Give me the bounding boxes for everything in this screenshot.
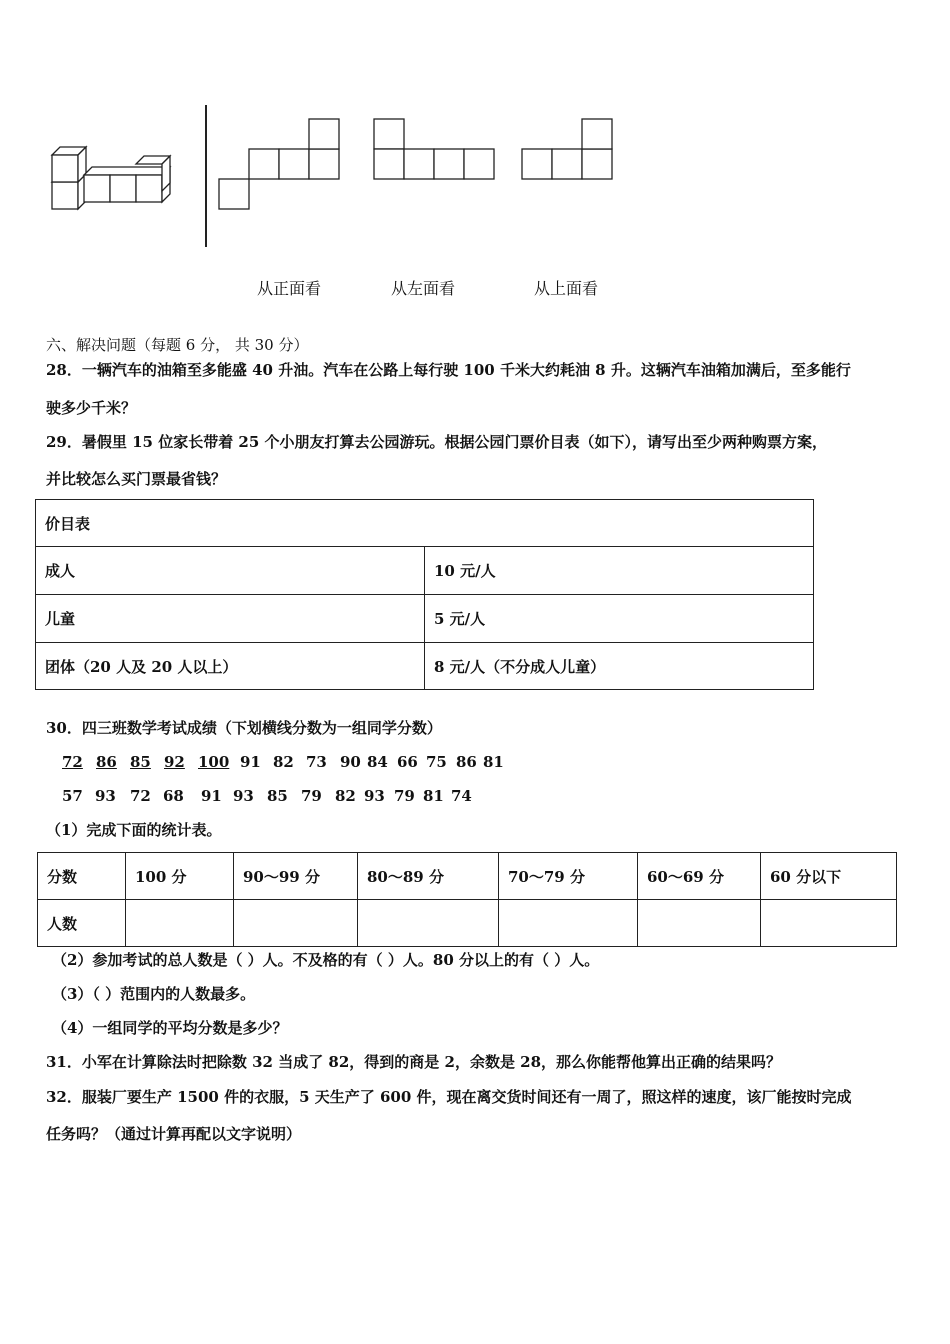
score: 73: [306, 753, 327, 771]
table-row: [38, 900, 897, 947]
stats-header: 60～69 分: [638, 853, 761, 900]
stats-row-label: 人数: [38, 900, 126, 947]
score: 93: [95, 787, 116, 805]
score: 86: [456, 753, 477, 771]
stats-header: 60 分以下: [761, 853, 897, 900]
ticket-type: 团体（20 人及 20 人以上）: [36, 643, 425, 690]
stats-header: 80～89 分: [358, 853, 499, 900]
table-row: [36, 547, 814, 595]
score: 66: [397, 753, 418, 771]
stats-header: 70～79 分: [499, 853, 638, 900]
top-view-diagram: [520, 117, 615, 182]
stats-header: 100 分: [126, 853, 234, 900]
stats-cell: [126, 900, 234, 947]
q32-line2: 任务吗？（通过计算再配以文字说明）: [46, 1125, 302, 1143]
left-view-label: 从左面看: [391, 279, 456, 298]
score: 85: [267, 787, 288, 805]
score-underlined: 100: [198, 753, 230, 771]
score: 81: [423, 787, 444, 805]
scores-row-1: [62, 752, 505, 772]
score: 81: [483, 753, 504, 771]
table-row: [36, 643, 814, 690]
score: 91: [201, 787, 222, 805]
score: 90: [340, 753, 361, 771]
stats-cell: [638, 900, 761, 947]
q30-part3: （3）（ ）范围内的人数最多。: [52, 985, 256, 1003]
left-view-diagram: [372, 117, 497, 182]
ticket-type: 成人: [36, 547, 425, 595]
ticket-price: 10 元/人: [425, 547, 814, 595]
score: 57: [62, 787, 83, 805]
stats-header: 90～99 分: [234, 853, 358, 900]
score-underlined: 85: [130, 753, 151, 771]
score: 68: [163, 787, 184, 805]
q28-line2: 驶多少千米？: [46, 399, 137, 417]
score: 79: [301, 787, 322, 805]
price-table-title: 价目表: [36, 500, 814, 547]
q29-line2: 并比较怎么买门票最省钱？: [46, 470, 227, 488]
stats-cell: [499, 900, 638, 947]
ticket-price: 8 元/人（不分成人儿童）: [425, 643, 814, 690]
score-underlined: 86: [96, 753, 117, 771]
stats-header: 分数: [38, 853, 126, 900]
cube-figure: [45, 140, 190, 215]
stats-table: [37, 852, 897, 947]
price-table: [35, 499, 814, 690]
score: 82: [273, 753, 294, 771]
score-underlined: 72: [62, 753, 83, 771]
score: 79: [394, 787, 415, 805]
stats-cell: [761, 900, 897, 947]
top-view-label: 从上面看: [534, 279, 599, 298]
q30-title: 30．四三班数学考试成绩（下划横线分数为一组同学分数）: [46, 719, 442, 737]
ticket-price: 5 元/人: [425, 595, 814, 643]
score: 74: [451, 787, 472, 805]
score: 91: [240, 753, 261, 771]
score: 75: [426, 753, 447, 771]
scores-row-2: [62, 786, 473, 806]
table-row: [36, 595, 814, 643]
divider: [205, 105, 207, 247]
q32-line1: 32．服装厂要生产 1500 件的衣服，5 天生产了 600 件，现在离交货时间还有一周了，照这样的速度，该厂能按时完成: [46, 1088, 852, 1106]
q29-line1: 29．暑假里 15 位家长带着 25 个小朋友打算去公园游玩。根据公园门票价目表（如下），请写出至少两种购票方案，: [46, 433, 828, 451]
section-heading: 六、解决问题（每题 6 分， 共 30 分）: [46, 336, 309, 354]
score-underlined: 92: [164, 753, 185, 771]
score: 84: [367, 753, 388, 771]
score: 93: [364, 787, 385, 805]
front-view-label: 从正面看: [257, 279, 322, 298]
front-view-diagram: [218, 117, 343, 212]
stats-cell: [234, 900, 358, 947]
q30-part1: （1）完成下面的统计表。: [46, 821, 222, 839]
q28-line1: 28．一辆汽车的油箱至多能盛 40 升油。汽车在公路上每行驶 100 千米大约耗油 8 升。这辆汽车油箱加满后，至多能行: [46, 361, 851, 379]
score: 72: [130, 787, 151, 805]
q30-part4: （4）一组同学的平均分数是多少？: [52, 1019, 288, 1037]
score: 82: [335, 787, 356, 805]
stats-cell: [358, 900, 499, 947]
ticket-type: 儿童: [36, 595, 425, 643]
score: 93: [233, 787, 254, 805]
q31-line1: 31．小军在计算除法时把除数 32 当成了 82，得到的商是 2，余数是 28，那么你能帮他算出正确的结果吗？: [46, 1053, 782, 1071]
q30-part2: （2）参加考试的总人数是（ ）人。不及格的有（ ）人。80 分以上的有（ ）人。: [52, 951, 600, 969]
